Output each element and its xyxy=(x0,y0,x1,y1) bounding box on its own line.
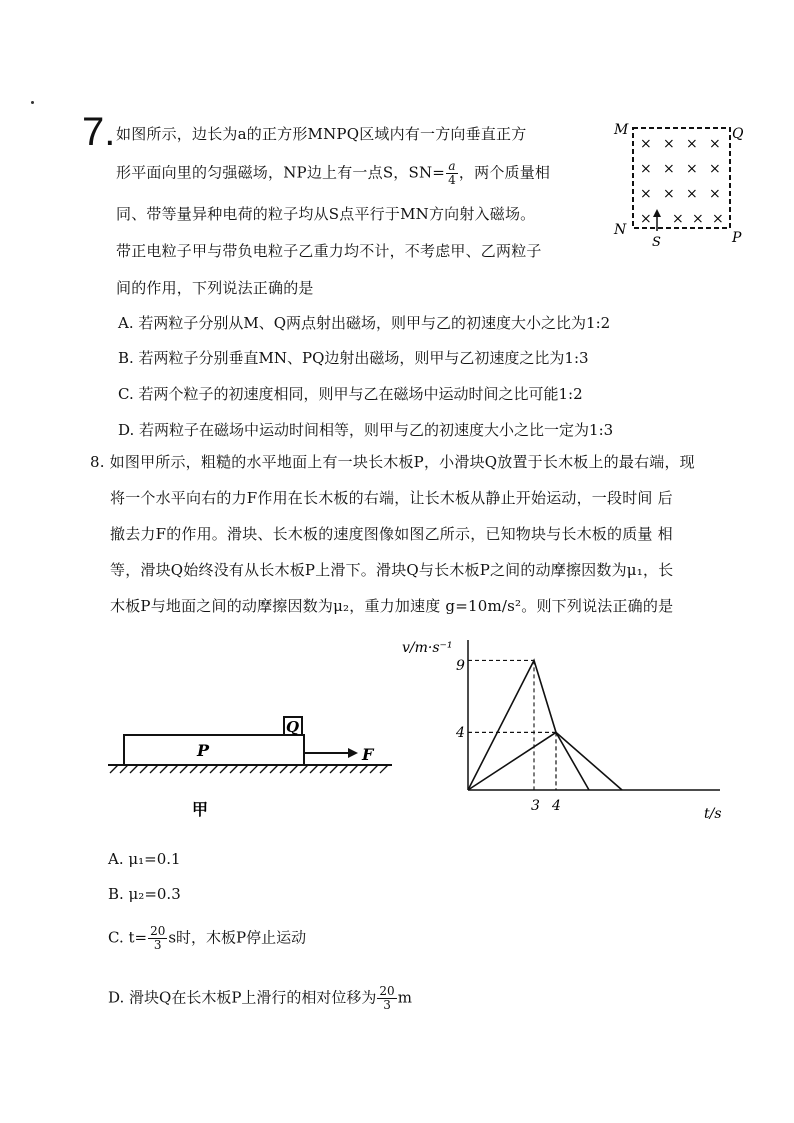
tick-y-9: 9 xyxy=(456,658,465,674)
board-p-velocity-line xyxy=(468,660,589,790)
field-mark: × xyxy=(663,161,675,177)
q8-option-b[interactable]: B. μ₂=0.3 xyxy=(108,885,181,903)
q7-magnetic-field-figure xyxy=(606,118,756,253)
board-p xyxy=(124,735,304,765)
label-p: P xyxy=(732,230,742,246)
block-q-velocity-line xyxy=(468,732,622,790)
q7-option-a[interactable]: A. 若两粒子分别从M、Q两点射出磁场，则甲与乙的初速度大小之比为1:2 xyxy=(118,314,611,332)
label-s: S xyxy=(652,235,661,250)
q8-option-a[interactable]: A. μ₁=0.1 xyxy=(108,850,181,868)
q8-line-1: 8. 如图甲所示，粗糙的水平地面上有一块长木板P，小滑块Q放置于长木板上的最右端，现 xyxy=(90,453,695,471)
caption-jia: 甲 xyxy=(192,800,209,819)
field-mark: × xyxy=(709,161,721,177)
entry-arrow-head xyxy=(653,209,661,217)
q7-line-1: 如图所示，边长为a的正方形MNPQ区域内有一方向垂直正方 xyxy=(116,125,527,143)
field-mark: × xyxy=(663,136,675,152)
q8-option-d[interactable]: D. 滑块Q在长木板P上滑行的相对位移为 $\frac{20}{3}$ m xyxy=(108,984,412,1012)
q7-line-3: 同、带等量异种电荷的粒子均从S点平行于MN方向射入磁场。 xyxy=(116,205,536,223)
q7-line-2b: ，两个质量相 xyxy=(458,163,551,182)
field-mark: × xyxy=(640,136,652,152)
field-mark: × xyxy=(640,211,652,227)
q7-option-b[interactable]: B. 若两粒子分别垂直MN、PQ边射出磁场，则甲与乙初速度之比为1:3 xyxy=(118,349,589,367)
field-mark: × xyxy=(640,161,652,177)
q8-line-2: 将一个水平向右的力F作用在长木板的右端，让长木板从静止开始运动，一段时间 后 xyxy=(110,489,673,507)
label-block-q: Q xyxy=(286,718,300,736)
y-axis-label: v/m·s⁻¹ xyxy=(402,640,453,656)
label-force-f: F xyxy=(362,745,374,764)
label-m: M xyxy=(614,122,629,138)
c-fraction: $\frac{20}{3}$ xyxy=(150,924,166,952)
field-mark: × xyxy=(686,161,698,177)
ground-hatching xyxy=(110,765,388,773)
field-mark: × xyxy=(686,136,698,152)
field-mark: × xyxy=(686,186,698,202)
q8-line-5: 木板P与地面之间的动摩擦因数为μ₂，重力加速度 g=10m/s²。则下列说法正确的是 xyxy=(110,597,674,615)
tick-x-3: 3 xyxy=(531,798,540,814)
d-fraction: $\frac{20}{3}$ xyxy=(379,984,395,1012)
q8-option-c[interactable]: C. t= $\frac{20}{3}$ s时，木板P停止运动 xyxy=(108,924,307,952)
field-mark: × xyxy=(709,186,721,202)
field-mark: × xyxy=(692,211,704,227)
field-mark: × xyxy=(709,136,721,152)
label-n: N xyxy=(614,222,627,238)
tick-y-4: 4 xyxy=(456,725,465,741)
scan-dot xyxy=(31,101,34,104)
q8-line-3: 撤去力F的作用。滑块、长木板的速度图像如图乙所示，已知物块与长木板的质量 相 xyxy=(110,525,673,543)
field-mark: × xyxy=(640,186,652,202)
dashed-guides xyxy=(468,660,556,790)
q7-line-4: 带正电粒子甲与带负电粒子乙重力均不计，不考虑甲、乙两粒子 xyxy=(116,242,542,260)
field-crosses xyxy=(640,136,724,227)
q7-option-c[interactable]: C. 若两个粒子的初速度相同，则甲与乙在磁场中运动时间之比可能1:2 xyxy=(118,385,583,403)
q8-line-4: 等，滑块Q始终没有从长木板P上滑下。滑块Q与长木板P之间的动摩擦因数为μ₁，长 xyxy=(110,561,674,579)
q7-option-d[interactable]: D. 若两粒子在磁场中运动时间相等，则甲与乙的初速度大小之比一定为1:3 xyxy=(118,421,614,439)
q8-figure-jia xyxy=(100,705,400,820)
velocity-lines xyxy=(468,660,622,790)
force-arrow-head xyxy=(348,748,358,758)
sn-fraction: $\frac{a}{4}$ xyxy=(448,159,456,187)
x-axis-label: t/s xyxy=(704,806,722,822)
q7-line-5: 间的作用，下列说法正确的是 xyxy=(116,279,314,297)
label-board-p: P xyxy=(197,741,210,760)
field-mark: × xyxy=(712,211,724,227)
q8-velocity-time-graph xyxy=(400,634,730,824)
question-7-number: 7. xyxy=(82,110,116,154)
field-mark: × xyxy=(672,211,684,227)
field-mark: × xyxy=(663,186,675,202)
q7-line-2 xyxy=(116,160,550,187)
label-q: Q xyxy=(732,126,744,142)
q7-line-2a: 形平面向里的匀强磁场，NP边上有一点S，SN= xyxy=(116,163,446,182)
tick-x-4: 4 xyxy=(552,798,561,814)
